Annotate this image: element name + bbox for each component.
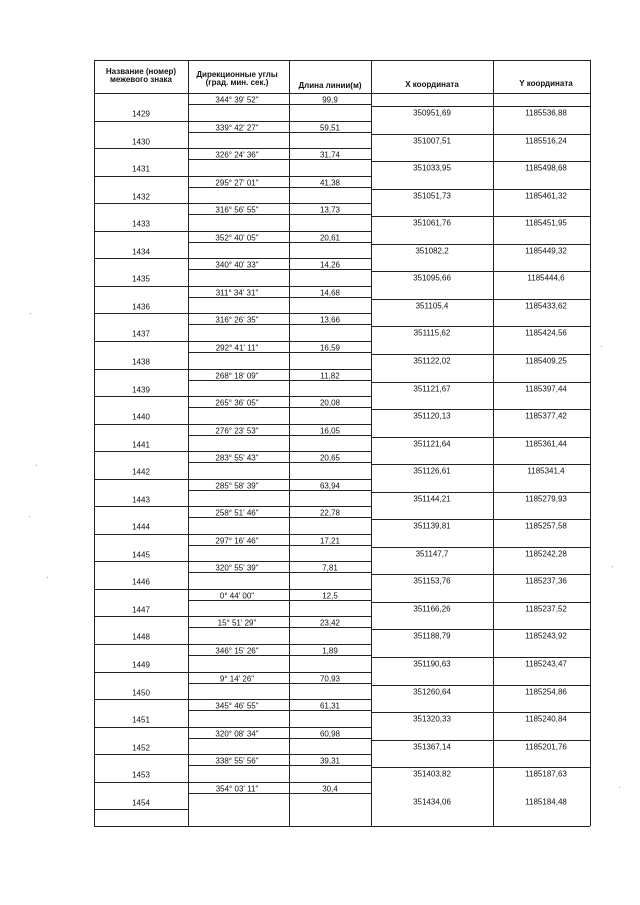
y-coordinate-cell: 1185444,6 xyxy=(527,273,565,283)
point-name-cell: 1442 xyxy=(132,467,150,477)
segment-row-border xyxy=(188,424,371,425)
point-name-cell: 1436 xyxy=(132,302,150,312)
line-length-cell: 30,4 xyxy=(322,784,338,794)
table-right-border xyxy=(590,60,591,826)
point-row-border xyxy=(94,258,188,259)
y-coordinate-cell: 1185242,28 xyxy=(525,549,567,559)
x-coordinate-cell: 351434,06 xyxy=(413,797,451,807)
scan-speck xyxy=(47,577,48,578)
x-coordinate-cell: 350951,69 xyxy=(413,108,451,118)
line-length-cell: 12,5 xyxy=(322,591,338,601)
segment-row-border xyxy=(188,754,371,755)
point-row-border xyxy=(94,809,188,810)
point-name-cell: 1434 xyxy=(132,247,150,257)
coordinate-row-border xyxy=(371,657,590,658)
y-coordinate-cell: 1185254,86 xyxy=(525,687,567,697)
line-length-cell: 14,26 xyxy=(319,260,341,270)
point-name-cell: 1450 xyxy=(132,688,150,698)
x-coordinate-cell: 351126,61 xyxy=(413,466,451,476)
coordinate-row-border xyxy=(371,216,590,217)
segment-row-border xyxy=(188,396,371,397)
y-coordinate-cell: 1185397,44 xyxy=(525,384,567,393)
direction-angle-cell: 9° 14' 26" xyxy=(219,674,255,684)
point-name-cell: 1454 xyxy=(132,798,150,808)
point-name-cell: 1446 xyxy=(132,577,150,587)
x-coordinate-cell: 351403,82 xyxy=(413,769,451,779)
point-name-cell: 1452 xyxy=(132,743,150,753)
y-coordinate-cell: 1185243,92 xyxy=(525,631,567,641)
point-row-border xyxy=(94,616,188,617)
direction-angle-cell: 316° 56' 55" xyxy=(215,205,259,215)
direction-angle-cell: 345° 46' 55" xyxy=(215,701,259,711)
segment-row-border xyxy=(188,644,371,645)
point-row-border xyxy=(94,203,188,204)
segment-row-border xyxy=(188,782,371,783)
point-name-cell: 1437 xyxy=(132,329,150,339)
header-line-length: Длина линии(м) xyxy=(298,81,362,90)
segment-row-border xyxy=(188,176,371,177)
table-bottom-border xyxy=(94,826,590,827)
direction-angle-cell: 258° 51' 46" xyxy=(215,508,259,518)
coordinate-row-border xyxy=(371,161,590,162)
direction-angle-cell: 339° 42' 27" xyxy=(215,123,259,133)
segment-row-border xyxy=(188,534,371,535)
x-coordinate-cell: 351188,79 xyxy=(413,631,451,641)
y-coordinate-cell: 1185361,44 xyxy=(525,439,567,449)
point-row-border xyxy=(94,754,188,755)
point-name-cell: 1444 xyxy=(132,522,150,532)
point-row-border xyxy=(94,424,188,425)
line-length-cell: 17,21 xyxy=(319,536,341,546)
x-coordinate-cell: 351120,13 xyxy=(413,411,451,421)
point-name-cell: 1440 xyxy=(132,412,150,422)
line-length-cell: 59,51 xyxy=(319,123,341,133)
line-length-cell: 70,93 xyxy=(319,674,341,684)
coordinate-row-border xyxy=(371,492,590,493)
direction-angle-cell: 352° 40' 05" xyxy=(215,233,259,243)
x-coordinate-cell: 351139,81 xyxy=(413,521,451,531)
direction-angle-cell: 346° 15' 26" xyxy=(215,646,259,656)
y-coordinate-cell: 1185237,52 xyxy=(525,604,567,614)
point-row-border xyxy=(94,121,188,122)
line-length-cell: 13,73 xyxy=(319,205,341,215)
x-coordinate-cell: 351147,7 xyxy=(415,549,449,559)
column-divider xyxy=(371,60,372,826)
point-name-cell: 1429 xyxy=(132,109,150,119)
table-top-border xyxy=(94,60,590,61)
point-row-border xyxy=(94,534,188,535)
direction-angle-cell: 265° 36' 05" xyxy=(215,398,259,408)
y-coordinate-cell: 1185257,58 xyxy=(525,521,567,531)
header-y-coordinate: Y координата xyxy=(519,79,573,88)
header-x-coordinate: X координата xyxy=(405,80,459,89)
coordinate-row-border xyxy=(371,740,590,741)
x-coordinate-cell: 351320,33 xyxy=(413,714,451,724)
point-name-cell: 1449 xyxy=(132,660,150,670)
segment-row-border xyxy=(188,369,371,370)
coordinate-row-border xyxy=(371,106,590,107)
x-coordinate-cell: 351115,62 xyxy=(413,328,451,338)
direction-angle-cell: 316° 26' 35" xyxy=(215,315,259,325)
scan-speck xyxy=(36,465,37,466)
coordinate-row-border xyxy=(371,767,590,768)
point-row-border xyxy=(94,369,188,370)
segment-row-border xyxy=(188,203,371,204)
y-coordinate-cell: 1185451,95 xyxy=(525,218,567,228)
coordinate-row-border xyxy=(371,685,590,686)
y-coordinate-cell: 1185498,68 xyxy=(525,163,567,173)
scan-speck xyxy=(29,516,30,517)
direction-angle-cell: 326° 24' 36" xyxy=(215,150,259,160)
line-length-cell: 16,59 xyxy=(319,343,341,353)
line-length-cell: 31,74 xyxy=(319,150,341,160)
x-coordinate-cell: 351166,26 xyxy=(413,604,451,614)
point-name-cell: 1433 xyxy=(132,219,150,229)
coordinate-row-border xyxy=(371,464,590,465)
x-coordinate-cell: 351190,63 xyxy=(413,659,451,669)
y-coordinate-cell: 1185433,62 xyxy=(525,301,567,311)
direction-angle-cell: 340° 40' 33" xyxy=(215,260,259,270)
x-coordinate-cell: 351122,02 xyxy=(413,356,451,366)
x-coordinate-cell: 351095,66 xyxy=(413,273,451,283)
scan-speck xyxy=(30,313,31,314)
header-direction-angle: Дирекционные углы (град. мин. сек.) xyxy=(196,70,278,87)
y-coordinate-cell: 1185377,42 xyxy=(525,411,567,421)
point-row-border xyxy=(94,644,188,645)
direction-angle-cell: 320° 55' 39" xyxy=(215,563,259,573)
point-name-cell: 1445 xyxy=(132,550,150,560)
coordinate-row-border xyxy=(371,354,590,355)
line-length-cell: 1,89 xyxy=(322,646,338,656)
segment-row-border xyxy=(188,727,371,728)
direction-angle-cell: 268° 18' 09" xyxy=(215,371,259,380)
direction-angle-cell: 295° 27' 01" xyxy=(215,178,259,188)
segment-row-border xyxy=(188,561,371,562)
direction-angle-cell: 320° 08' 34" xyxy=(215,729,259,739)
y-coordinate-cell: 1185187,63 xyxy=(525,769,567,779)
line-length-cell: 41,38 xyxy=(319,178,341,188)
point-name-cell: 1438 xyxy=(132,357,150,367)
direction-angle-cell: 276° 23' 53" xyxy=(215,426,259,436)
point-name-cell: 1448 xyxy=(132,632,150,642)
direction-angle-cell: 0° 44' 00" xyxy=(219,591,255,601)
x-coordinate-cell: 351153,76 xyxy=(413,576,451,586)
scan-speck xyxy=(601,346,602,347)
point-row-border xyxy=(94,561,188,562)
coordinate-row-border xyxy=(371,382,590,383)
y-coordinate-cell: 1185201,76 xyxy=(525,742,567,752)
point-name-cell: 1453 xyxy=(132,770,150,780)
point-name-cell: 1441 xyxy=(132,440,150,450)
coordinate-row-border xyxy=(371,189,590,190)
point-row-border xyxy=(94,699,188,700)
coordinate-row-border xyxy=(371,326,590,327)
segment-row-border xyxy=(188,231,371,232)
segment-row-border xyxy=(188,341,371,342)
direction-angle-cell: 311° 34' 31" xyxy=(215,288,259,298)
direction-angle-cell: 292° 41' 11" xyxy=(215,343,259,353)
line-length-cell: 11,82 xyxy=(320,371,340,380)
line-length-cell: 22,78 xyxy=(319,508,341,518)
y-coordinate-cell: 1185516,24 xyxy=(525,136,567,146)
line-length-cell: 99,9 xyxy=(322,95,338,105)
point-row-border xyxy=(94,589,188,590)
x-coordinate-cell: 351260,64 xyxy=(413,687,451,697)
line-length-cell: 7,81 xyxy=(322,563,338,573)
point-row-border xyxy=(94,231,188,232)
coordinate-row-border xyxy=(371,712,590,713)
direction-angle-cell: 344° 39' 52" xyxy=(215,95,259,105)
x-coordinate-cell: 351105,4 xyxy=(415,301,449,311)
coordinate-row-border xyxy=(371,244,590,245)
coordinate-row-border xyxy=(371,547,590,548)
point-name-cell: 1439 xyxy=(132,385,150,394)
y-coordinate-cell: 1185341,4 xyxy=(527,466,565,476)
x-coordinate-cell: 351121,67 xyxy=(413,384,451,393)
segment-row-border xyxy=(188,451,371,452)
line-length-cell: 20,65 xyxy=(319,453,341,463)
coordinate-row-border xyxy=(371,574,590,575)
coordinate-row-border xyxy=(371,271,590,272)
point-name-cell: 1431 xyxy=(132,164,150,174)
y-coordinate-cell: 1185536,88 xyxy=(525,108,567,118)
line-length-cell: 23,42 xyxy=(319,618,341,628)
x-coordinate-cell: 351007,51 xyxy=(413,136,451,146)
line-length-cell: 61,31 xyxy=(319,701,341,711)
line-length-cell: 20,08 xyxy=(319,398,341,408)
header-bottom-border xyxy=(94,93,590,94)
line-length-cell: 63,94 xyxy=(319,481,341,491)
column-divider xyxy=(493,60,494,826)
segment-row-border xyxy=(188,506,371,507)
coordinate-row-border xyxy=(371,519,590,520)
coordinate-row-border xyxy=(371,629,590,630)
coordinate-row-border xyxy=(371,299,590,300)
x-coordinate-cell: 351061,76 xyxy=(413,218,451,228)
y-coordinate-cell: 1185184,48 xyxy=(525,797,567,807)
y-coordinate-cell: 1185409,25 xyxy=(525,356,567,366)
segment-row-border xyxy=(188,479,371,480)
point-row-border xyxy=(94,341,188,342)
direction-angle-cell: 283° 55' 43" xyxy=(215,453,259,463)
point-row-border xyxy=(94,148,188,149)
x-coordinate-cell: 351144,21 xyxy=(413,494,451,504)
segment-row-border xyxy=(188,616,371,617)
line-length-cell: 13,66 xyxy=(319,315,341,325)
segment-row-border xyxy=(188,313,371,314)
coordinate-row-border xyxy=(371,602,590,603)
point-row-border xyxy=(94,176,188,177)
point-row-border xyxy=(94,727,188,728)
line-length-cell: 60,98 xyxy=(319,729,341,739)
point-row-border xyxy=(94,782,188,783)
point-row-border xyxy=(94,479,188,480)
direction-angle-cell: 297° 16' 46" xyxy=(215,536,259,546)
y-coordinate-cell: 1185240,84 xyxy=(525,714,567,724)
direction-angle-cell: 285° 58' 39" xyxy=(215,481,259,491)
segment-row-border xyxy=(188,121,371,122)
segment-row-border xyxy=(188,258,371,259)
coordinate-row-border xyxy=(371,437,590,438)
direction-angle-cell: 338° 55' 56" xyxy=(215,756,259,766)
line-length-cell: 16,05 xyxy=(319,426,341,436)
line-length-cell: 20,61 xyxy=(319,233,341,243)
y-coordinate-cell: 1185243,47 xyxy=(525,659,567,669)
scan-speck xyxy=(619,787,620,788)
y-coordinate-cell: 1185237,36 xyxy=(525,576,567,586)
direction-angle-cell: 15° 51' 29" xyxy=(217,618,257,628)
point-row-border xyxy=(94,672,188,673)
coordinate-row-border xyxy=(371,134,590,135)
scan-speck xyxy=(612,566,613,567)
y-coordinate-cell: 1185279,93 xyxy=(525,494,567,504)
point-name-cell: 1447 xyxy=(132,605,150,615)
segment-row-border xyxy=(188,699,371,700)
point-row-border xyxy=(94,313,188,314)
point-name-cell: 1451 xyxy=(132,715,150,725)
x-coordinate-cell: 351082,2 xyxy=(415,246,449,256)
coordinate-row-border xyxy=(371,409,590,410)
point-row-border xyxy=(94,506,188,507)
point-row-border xyxy=(94,286,188,287)
direction-angle-cell: 354° 03' 11" xyxy=(215,784,259,794)
point-row-border xyxy=(94,396,188,397)
header-point-name: Название (номер) межевого знака xyxy=(105,67,177,84)
y-coordinate-cell: 1185449,32 xyxy=(525,246,567,256)
x-coordinate-cell: 351121,64 xyxy=(413,439,451,449)
y-coordinate-cell: 1185461,32 xyxy=(525,191,567,201)
point-name-cell: 1432 xyxy=(132,192,150,202)
point-row-border xyxy=(94,451,188,452)
point-name-cell: 1430 xyxy=(132,137,150,147)
segment-row-border xyxy=(188,286,371,287)
point-name-cell: 1435 xyxy=(132,274,150,284)
line-length-cell: 39,31 xyxy=(319,756,341,766)
x-coordinate-cell: 351051,73 xyxy=(413,191,451,201)
segment-row-border xyxy=(188,672,371,673)
segment-row-border xyxy=(188,589,371,590)
y-coordinate-cell: 1185424,56 xyxy=(525,328,567,338)
point-name-cell: 1443 xyxy=(132,495,150,505)
line-length-cell: 14,68 xyxy=(319,288,341,298)
x-coordinate-cell: 351367,14 xyxy=(413,742,451,752)
x-coordinate-cell: 351033,95 xyxy=(413,163,451,173)
segment-row-border xyxy=(188,148,371,149)
